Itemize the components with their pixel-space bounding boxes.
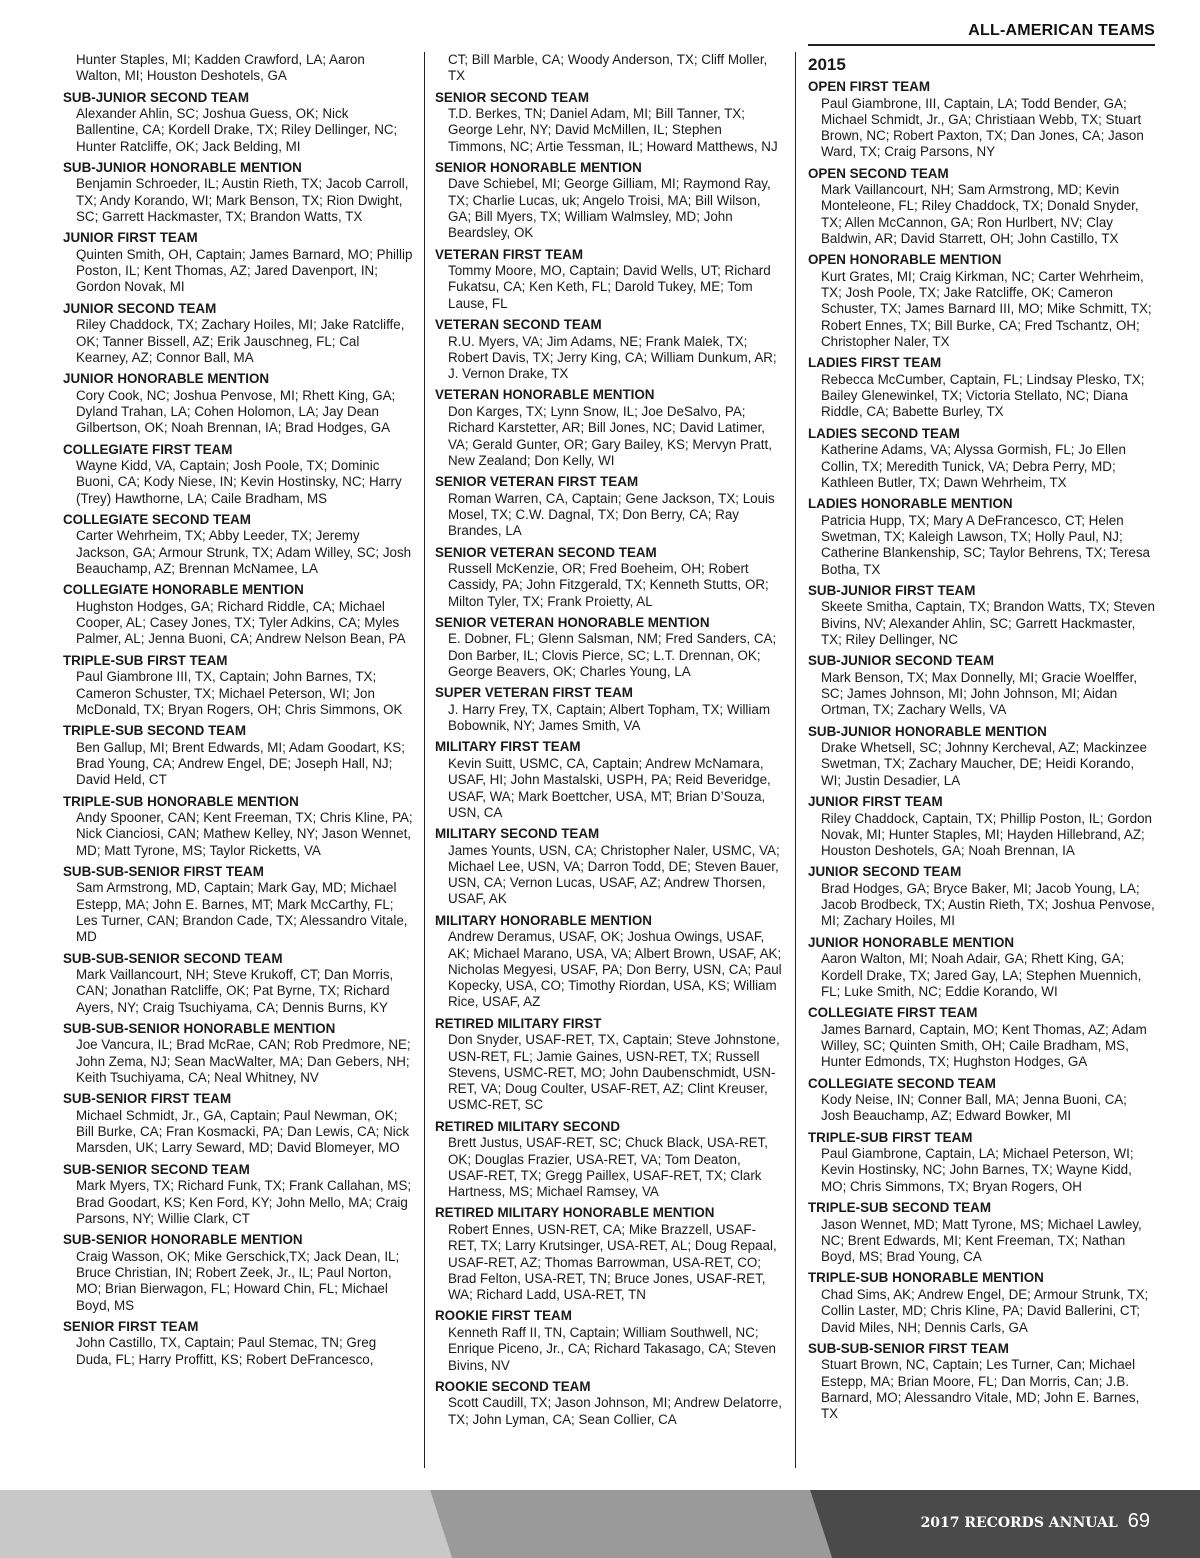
team-section: [435, 1119, 783, 1201]
team-members: Chad Sims, AK; Andrew Engel, DE; Armour Strunk, TX; Collin Laster, MD; Chris Kline, PA; David Ballerini, CT; David Miles, NH; Dennis Carls, GA: [821, 1286, 1149, 1335]
team-section: [435, 90, 783, 155]
team-title: JUNIOR HONORABLE MENTION: [63, 371, 270, 387]
team-members: T.D. Berkes, TN; Daniel Adam, MI; Bill Tanner, TX; George Lehr, NY; David McMillen, IL; Stephen Timmons, NC; Artie Tessman, IL; Howard Matthews, NJ: [448, 106, 778, 154]
team-section: [63, 1021, 413, 1086]
team-section: [808, 794, 1156, 859]
team-section: [808, 426, 1156, 491]
team-members: Paul Giambrone III, TX, Captain; John Barnes, TX; Cameron Schuster, TX; Michael Peterson, WI; Jon McDonald, TX; Bryan Rogers, OH; Chris Simmons, OK: [76, 669, 403, 717]
team-members: Riley Chaddock, Captain, TX; Phillip Poston, IL; Gordon Novak, MI; Hunter Staples, MI; Hayden Hillebrand, AZ; Houston Deshotels, GA; Noah Brennan, IA: [821, 810, 1152, 859]
team-section: [435, 1379, 783, 1428]
team-members: Mark Myers, TX; Richard Funk, TX; Frank Callahan, MS; Brad Goodart, KS; Ken Ford, KY; John Mello, MA; Craig Parsons, NY; Willie Clark, CT: [76, 1178, 412, 1226]
team-members: Don Karges, TX; Lynn Snow, IL; Joe DeSalvo, PA; Richard Karstetter, AR; Bill Jones, NC; David Latimer, VA; Gerald Gunter, OR; Gary Bailey, KS; Mervyn Pratt, New Zealand; Don Kelly, WI: [448, 403, 772, 468]
team-title: SUB-SENIOR FIRST TEAM: [63, 1091, 232, 1107]
team-section: [435, 1016, 783, 1114]
team-section: [63, 1319, 413, 1368]
column-divider-2: [795, 52, 796, 1468]
team-members: Benjamin Schroeder, IL; Austin Rieth, TX; Jacob Carroll, TX; Andy Korando, WI; Mark Benson, TX; Rion Dwight, SC; Garrett Hackmaster, TX; Brandon Watts, TX: [76, 176, 409, 225]
team-title: JUNIOR FIRST TEAM: [63, 230, 198, 246]
team-title: TRIPLE-SUB SECOND TEAM: [63, 723, 247, 739]
team-members: Dave Schiebel, MI; George Gilliam, MI; Raymond Ray, TX; Charlie Lucas, uk; Angelo Troisi, MA; Bill Wilson, GA; Bill Myers, TX; William Walmsley, MD; John Beardsley, OK: [448, 176, 771, 241]
team-section: [435, 387, 783, 469]
publication-title: 2017 RECORDS ANNUAL: [920, 1515, 1118, 1531]
team-title: VETERAN SECOND TEAM: [435, 317, 602, 333]
team-section: [63, 160, 413, 225]
team-members: Robert Ennes, USN-RET, CA; Mike Brazzell, USAF-RET, TX; Larry Krutsinger, USA-RET, AL; Doug Repaal, USAF-RET, AZ; Thomas Barrowman, USA-RET, CO; Brad Felton, USA-RET, TN; Bruce Jones, USAF-RET, WA; Richard Ladd, USA-RET, TN: [448, 1221, 777, 1303]
year-heading: 2015: [808, 55, 846, 74]
team-members: CT; Bill Marble, CA; Woody Anderson, TX; Cliff Moller, TX: [448, 52, 768, 84]
team-section: [435, 545, 783, 610]
team-section: [808, 496, 1156, 578]
team-section: [435, 1205, 783, 1303]
team-section: [63, 52, 413, 85]
team-section: [63, 1091, 413, 1156]
team-section: [808, 1200, 1156, 1265]
team-section: [63, 1162, 413, 1227]
team-title: OPEN FIRST TEAM: [808, 79, 931, 94]
team-section: [63, 1232, 413, 1314]
team-section: [63, 653, 413, 718]
team-members: Mark Benson, TX; Max Donnelly, MI; Gracie Woelffer, SC; James Johnson, MI; John Johnson, MI; Aidan Ortman, TX; Zachary Wells, VA: [821, 669, 1138, 718]
team-section: [435, 1308, 783, 1373]
team-members: Wayne Kidd, VA, Captain; Josh Poole, TX; Dominic Buoni, CA; Kody Niese, IN; Kevin Hostinsky, NC; Harry (Trey) Hawthorne, LA; Caile Bradham, MS: [76, 458, 402, 506]
team-title: MILITARY SECOND TEAM: [435, 826, 600, 842]
team-title: RETIRED MILITARY FIRST: [435, 1015, 602, 1031]
team-members: Michael Schmidt, Jr., GA, Captain; Paul Newman, OK; Bill Burke, CA; Fran Kosmacki, PA; Dan Lewis, CA; Nick Marsden, UK; Larry Seward, MD; David Blomeyer, MO: [76, 1107, 410, 1156]
team-title: TRIPLE-SUB FIRST TEAM: [808, 1129, 973, 1145]
team-title: SUB-JUNIOR SECOND TEAM: [63, 89, 249, 105]
team-title: VETERAN HONORABLE MENTION: [435, 387, 655, 403]
team-section: [808, 1076, 1156, 1125]
team-members: Brett Justus, USAF-RET, SC; Chuck Black, USA-RET, OK; Douglas Frazier, USA-RET, VA; Tom Deaton, USAF-RET, TX; Gregg Paillex, USAF-RET, TX; Clark Hartness, MS; Michael Ramsey, VA: [448, 1135, 768, 1200]
team-section: [808, 935, 1156, 1000]
team-section: [808, 653, 1156, 718]
team-title: RETIRED MILITARY HONORABLE MENTION: [435, 1205, 715, 1221]
team-members: Cory Cook, NC; Joshua Penvose, MI; Rhett King, GA; Dyland Trahan, LA; Cohen Holomon, LA; Jay Dean Gilbertson, OK; Noah Brennan, IA; Brad Hodges, GA: [76, 387, 396, 436]
team-title: SUB-JUNIOR FIRST TEAM: [808, 582, 976, 598]
team-title: MILITARY HONORABLE MENTION: [435, 912, 652, 928]
team-section: [808, 166, 1156, 248]
team-title: SENIOR SECOND TEAM: [435, 89, 590, 105]
team-members: Roman Warren, CA, Captain; Gene Jackson, TX; Louis Mosel, TX; C.W. Dagnal, TX; Don Berry, CA; Ray Brandes, LA: [448, 490, 775, 539]
team-title: SUB-SENIOR HONORABLE MENTION: [63, 1232, 303, 1248]
team-members: Andy Spooner, CAN; Kent Freeman, TX; Chris Kline, PA; Nick Cianciosi, CAN; Mathew Kelley, NY; Jason Wennet, MD; Matt Tyrone, MS; Taylor Ricketts, VA: [76, 810, 413, 858]
team-section: [808, 864, 1156, 929]
team-members: James Younts, USN, CA; Christopher Naler, USMC, VA; Michael Lee, USN, VA; Darron Todd, DE; Steven Bauer, USN, CA; Vernon Lucas, USAF, AZ; Andrew Thorsen, USAF, AK: [448, 842, 780, 907]
team-title: ROOKIE FIRST TEAM: [435, 1308, 572, 1324]
team-members: Riley Chaddock, TX; Zachary Hoiles, MI; Jake Ratcliffe, OK; Tanner Bissell, AZ; Erik Jauschneg, FL; Cal Kearney, AZ; Connor Ball, MA: [76, 317, 405, 365]
team-title: ROOKIE SECOND TEAM: [435, 1378, 591, 1394]
team-section: [808, 79, 1156, 161]
page-number: 69: [1127, 1510, 1150, 1532]
team-members: Drake Whetsell, SC; Johnny Kercheval, AZ; Mackinzee Swetman, TX; Zachary Maucher, DE; Heidi Korando, WI; Justin Desadier, LA: [821, 740, 1147, 788]
team-members: Mark Vaillancourt, NH; Sam Armstrong, MD; Kevin Monteleone, FL; Riley Chaddock, TX; Donald Snyder, TX; Allen McCannon, GA; Ron Hurlbert, NV; Clay Baldwin, AR; David Starrett, OH; John Castillo, TX: [821, 182, 1139, 247]
team-section: [63, 864, 413, 946]
team-title: COLLEGIATE HONORABLE MENTION: [63, 582, 304, 598]
team-members: E. Dobner, FL; Glenn Salsman, NM; Fred Sanders, CA; Don Barber, IL; Clovis Pierce, SC; L.T. Drennan, OK; George Beavers, OK; Charles Young, LA: [448, 631, 777, 680]
team-members: Skeete Smitha, Captain, TX; Brandon Watts, TX; Steven Bivins, NV; Alexander Ahlin, SC; Garrett Hackmaster, TX; Riley Dellinger, NC: [821, 599, 1155, 647]
team-section: [435, 317, 783, 382]
team-section: [808, 1341, 1156, 1423]
team-section: [63, 582, 413, 647]
team-section: [63, 951, 413, 1016]
team-section: [435, 615, 783, 680]
team-section: [63, 512, 413, 577]
team-members: Kevin Suitt, USMC, CA, Captain; Andrew McNamara, USAF, HI; John Mastalski, USPH, PA; Reid Beveridge, USAF, WA; Mark Boettcher, USA, MT; Brian D’Souza, USN, CA: [448, 755, 771, 820]
team-members: Katherine Adams, VA; Alyssa Gormish, FL; Jo Ellen Collin, TX; Meredith Tunick, VA; Debra Perry, MD; Kathleen Butler, TX; Dawn Wehrheim, TX: [821, 442, 1126, 490]
team-members: Patricia Hupp, TX; Mary A DeFrancesco, CT; Helen Swetman, TX; Kaleigh Lawson, TX; Holly Paul, NJ; Catherine Blankenship, SC; Taylor Behrens, TX; Teresa Botha, TX: [821, 512, 1150, 577]
team-members: Jason Wennet, MD; Matt Tyrone, MS; Michael Lawley, NC; Brent Edwards, MI; Kent Freeman, TX; Nathan Boyd, MS; Brad Young, CA: [821, 1216, 1142, 1265]
team-members: John Castillo, TX, Captain; Paul Stemac, TN; Greg Duda, FL; Harry Proffitt, KS; Robert DeFrancesco,: [76, 1335, 377, 1367]
team-title: SUB-SUB-SENIOR FIRST TEAM: [808, 1340, 1009, 1356]
team-title: SUB-SUB-SENIOR SECOND TEAM: [63, 950, 283, 966]
team-members: Aaron Walton, MI; Noah Adair, GA; Rhett King, GA; Kordell Drake, TX; Jared Gay, LA; Stephen Muennich, FL; Luke Smith, NC; Eddie Korando, WI: [821, 951, 1142, 999]
team-title: OPEN HONORABLE MENTION: [808, 252, 1002, 268]
team-section: [435, 52, 783, 85]
column-2: [435, 52, 783, 1433]
team-section: [435, 247, 783, 312]
team-title: JUNIOR FIRST TEAM: [808, 794, 943, 809]
team-section: [63, 301, 413, 366]
team-members: Ben Gallup, MI; Brent Edwards, MI; Adam Goodart, KS; Brad Young, CA; Andrew Engel, DE; Joseph Hall, NJ; David Held, CT: [76, 739, 405, 788]
team-members: Brad Hodges, GA; Bryce Baker, MI; Jacob Young, LA; Jacob Brodbeck, TX; Austin Rieth, TX; Joshua Penvose, MI; Zachary Hoiles, MI: [821, 880, 1155, 929]
team-title: SUB-SENIOR SECOND TEAM: [63, 1161, 250, 1177]
team-members: James Barnard, Captain, MO; Kent Thomas, AZ; Adam Willey, SC; Quinten Smith, OH; Caile Bradham, MS, Hunter Edmonds, TX; Hughston Hodges, GA: [821, 1021, 1147, 1070]
team-section: [63, 371, 413, 436]
team-members: Hunter Staples, MI; Kadden Crawford, LA; Aaron Walton, MI; Houston Deshotels, GA: [76, 52, 365, 84]
team-members: Carter Wehrheim, TX; Abby Leeder, TX; Jeremy Jackson, GA; Armour Strunk, TX; Adam Willey, SC; Josh Beauchamp, AZ; Brennan McNamee, LA: [76, 528, 412, 577]
team-title: COLLEGIATE SECOND TEAM: [63, 511, 251, 527]
team-section: [63, 230, 413, 295]
team-members: Kody Neise, IN; Conner Ball, MA; Jenna Buoni, CA; Josh Beauchamp, AZ; Edward Bowker, MI: [821, 1092, 1127, 1124]
team-members: J. Harry Frey, TX, Captain; Albert Topham, TX; William Bobownik, NY; James Smith, VA: [448, 701, 770, 734]
team-members: Rebecca McCumber, Captain, FL; Lindsay Plesko, TX; Bailey Glenewinkel, TX; Victoria Stellato, NC; Diana Riddle, CA; Babette Burley, TX: [821, 371, 1145, 420]
team-title: VETERAN FIRST TEAM: [435, 246, 584, 262]
team-section: [435, 913, 783, 1011]
team-section: [63, 442, 413, 507]
team-title: SUB-JUNIOR HONORABLE MENTION: [63, 159, 302, 175]
team-title: JUNIOR SECOND TEAM: [808, 864, 962, 880]
team-section: [808, 1005, 1156, 1070]
team-section: [63, 723, 413, 788]
team-title: TRIPLE-SUB HONORABLE MENTION: [808, 1270, 1044, 1286]
team-title: OPEN SECOND TEAM: [808, 165, 949, 181]
team-members: Joe Vancura, IL; Brad McRae, CAN; Rob Predmore, NE; John Zema, NJ; Sean MacWalter, MA; Dan Gebers, NH; Keith Tsuchiyama, CA; Neal Whitney, NV: [76, 1037, 411, 1086]
team-members: Andrew Deramus, USAF, OK; Joshua Owings, USAF, AK; Michael Marano, USA, VA; Albert Brown, USAF, AK; Nicholas Megyesi, USAF, PA; Don Berry, USN, CA; Paul Kopecky, USA, CO; Timothy Riordan, USA, KS; William Rice, USAF, AZ: [448, 929, 782, 1010]
team-members: Alexander Ahlin, SC; Joshua Guess, OK; Nick Ballentine, CA; Kordell Drake, TX; Riley Dellinger, NC; Hunter Ratcliffe, OK; Jack Belding, MI: [76, 106, 398, 154]
team-title: SENIOR FIRST TEAM: [63, 1318, 199, 1334]
column-3: [808, 52, 1156, 1428]
team-members: Mark Vaillancourt, NH; Steve Krukoff, CT; Dan Morris, CAN; Jonathan Ratcliffe, OK; Pat Byrne, TX; Richard Ayers, NY; Craig Tsuchiyama, CA; Dennis Burns, KY: [76, 967, 394, 1015]
team-section: [808, 252, 1156, 350]
team-title: LADIES FIRST TEAM: [808, 355, 942, 371]
team-title: LADIES HONORABLE MENTION: [808, 496, 1013, 512]
team-members: Sam Armstrong, MD, Captain; Mark Gay, MD; Michael Estepp, MA; John E. Barnes, MT; Mark McCarthy, FL; Les Turner, CAN; Brandon Cade, TX; Alessandro Vitale, MD: [76, 880, 408, 945]
team-section: [63, 794, 413, 859]
team-section: [435, 474, 783, 539]
team-title: SUPER VETERAN FIRST TEAM: [435, 685, 633, 701]
team-section: [808, 724, 1156, 789]
team-title: TRIPLE-SUB SECOND TEAM: [808, 1200, 992, 1216]
team-members: Hughston Hodges, GA; Richard Riddle, CA; Michael Cooper, AL; Casey Jones, TX; Tyler Adkins, CA; Myles Palmer, AL; Jenna Buoni, CA; Andrew Nelson Bean, PA: [76, 598, 406, 647]
team-title: SENIOR VETERAN HONORABLE MENTION: [435, 614, 710, 630]
team-title: SUB-JUNIOR SECOND TEAM: [808, 653, 994, 669]
team-members: R.U. Myers, VA; Jim Adams, NE; Frank Malek, TX; Robert Davis, TX; Jerry King, CA; William Dunkum, AR; J. Vernon Drake, TX: [448, 333, 777, 382]
team-members: Russell McKenzie, OR; Fred Boeheim, OH; Robert Cassidy, PA; John Fitzgerald, TX; Kenneth Stutts, OR; Milton Tyler, TX; Frank Proietty, AL: [448, 561, 769, 609]
team-title: SUB-JUNIOR HONORABLE MENTION: [808, 723, 1047, 739]
team-section: [435, 739, 783, 821]
team-title: JUNIOR HONORABLE MENTION: [808, 934, 1015, 950]
section-header: ALL-AMERICAN TEAMS: [968, 22, 1155, 39]
team-section: [808, 1130, 1156, 1195]
team-title: SUB-SUB-SENIOR HONORABLE MENTION: [63, 1020, 336, 1036]
team-members: Scott Caudill, TX; Jason Johnson, MI; Andrew Delatorre, TX; John Lyman, CA; Sean Collier, CA: [448, 1395, 782, 1427]
team-title: SUB-SUB-SENIOR FIRST TEAM: [63, 863, 264, 879]
team-title: SENIOR VETERAN FIRST TEAM: [435, 474, 639, 490]
team-title: JUNIOR SECOND TEAM: [63, 300, 217, 316]
team-section: [435, 685, 783, 734]
team-title: MILITARY FIRST TEAM: [435, 739, 581, 755]
team-title: COLLEGIATE FIRST TEAM: [808, 1005, 978, 1021]
column-1: [63, 52, 413, 1373]
team-members: Kenneth Raff II, TN, Captain; William Southwell, NC; Enrique Piceno, Jr., CA; Richard Takasago, CA; Steven Bivins, NV: [448, 1324, 776, 1373]
team-members: Quinten Smith, OH, Captain; James Barnard, MO; Phillip Poston, IL; Kent Thomas, AZ; Jared Davenport, IN; Gordon Novak, MI: [76, 246, 413, 295]
team-section: [435, 826, 783, 908]
team-members: Stuart Brown, NC, Captain; Les Turner, Can; Michael Estepp, MA; Brian Moore, FL; Dan Morris, Can; J.B. Barnard, MO; Alessandro Vitale, MD; John E. Barnes, TX: [821, 1357, 1140, 1422]
header-rule: [808, 44, 1155, 46]
team-members: Kurt Grates, MI; Craig Kirkman, NC; Carter Wehrheim, TX; Josh Poole, TX; Jake Ratcliffe, OK; Cameron Schuster, TX; James Barnard III, MO; Mike Schmitt, TX; Robert Ennes, TX; Bill Burke, CA; Fred Tschantz, OH; Christopher Naler, TX: [821, 268, 1152, 350]
team-members: Paul Giambrone, Captain, LA; Michael Peterson, WI; Kevin Hostinsky, NC; John Barnes, TX; Wayne Kidd, MO; Chris Simmons, TX; Bryan Rogers, OH: [821, 1146, 1134, 1194]
team-title: COLLEGIATE FIRST TEAM: [63, 441, 233, 457]
column-divider-1: [424, 52, 425, 1468]
team-title: LADIES SECOND TEAM: [808, 425, 960, 441]
team-members: Craig Wasson, OK; Mike Gerschick,TX; Jack Dean, IL; Bruce Christian, IN; Robert Zeek, Jr., IL; Paul Norton, MO; Brian Bierwagon, FL; Howard Chin, FL; Michael Boyd, MS: [76, 1248, 400, 1313]
team-title: SENIOR VETERAN SECOND TEAM: [435, 544, 657, 560]
page-footer: [0, 1490, 1200, 1558]
team-members: Don Snyder, USAF-RET, TX, Captain; Steve Johnstone, USN-RET, FL; Jamie Gaines, USN-RET, TX; Russell Stevens, USMC-RET, MO; John Daubenschmidt, USN-RET, VA; Doug Coulter, USAF-RET, AZ; Clint Kreuser, USMC-RET, SC: [448, 1032, 780, 1113]
team-section: [808, 355, 1156, 420]
team-section: [63, 90, 413, 155]
team-title: TRIPLE-SUB FIRST TEAM: [63, 652, 228, 668]
team-title: TRIPLE-SUB HONORABLE MENTION: [63, 793, 299, 809]
team-title: COLLEGIATE SECOND TEAM: [808, 1075, 996, 1091]
team-section: [808, 1270, 1156, 1335]
team-title: SENIOR HONORABLE MENTION: [435, 159, 642, 175]
team-section: [808, 583, 1156, 648]
team-section: [435, 160, 783, 242]
team-members: Paul Giambrone, III, Captain, LA; Todd Bender, GA; Michael Schmidt, Jr., GA; Christiaan Webb, TX; Stuart Brown, NC; Robert Paxton, TX; Dan Jones, CA; Jason Ward, TX; Craig Parsons, NY: [821, 95, 1144, 160]
team-members: Tommy Moore, MO, Captain; David Wells, UT; Richard Fukatsu, CA; Ken Keth, FL; Darold Tukey, ME; Tom Lause, FL: [448, 263, 771, 311]
team-title: RETIRED MILITARY SECOND: [435, 1118, 620, 1134]
